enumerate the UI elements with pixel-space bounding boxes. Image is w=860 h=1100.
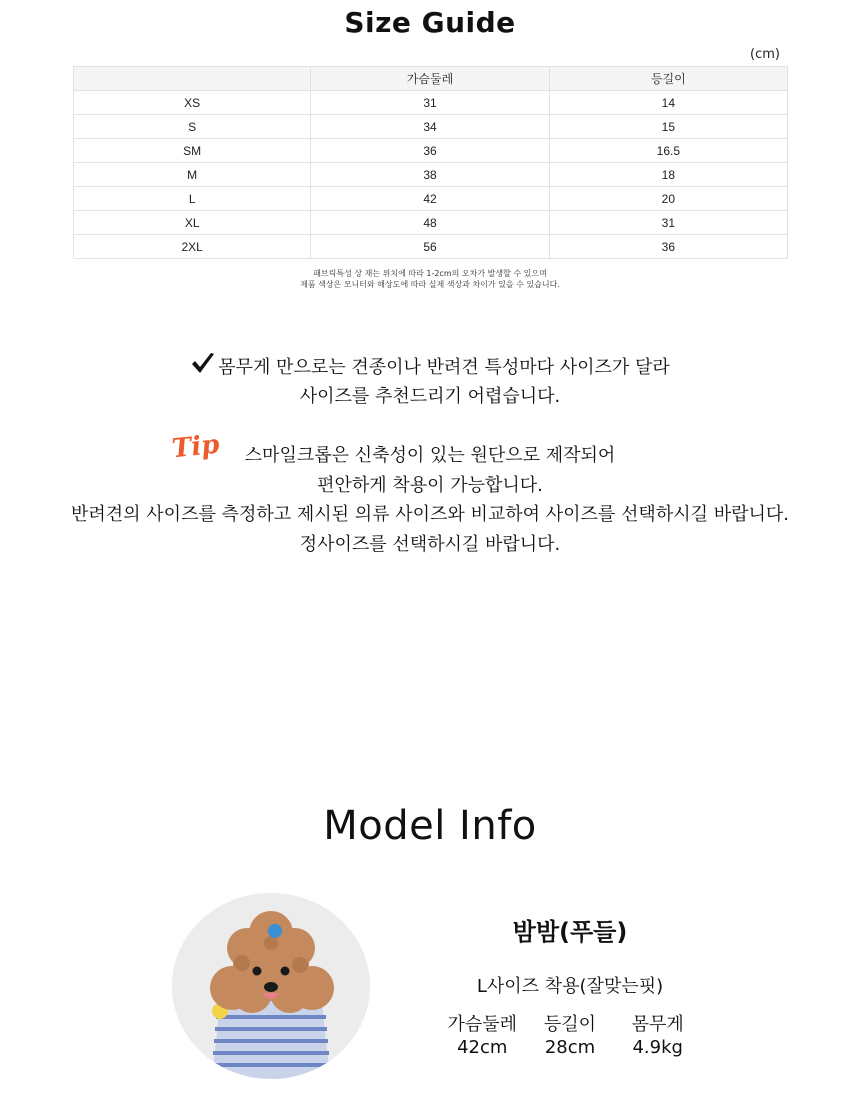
table-row [74, 91, 788, 115]
tip-line-3: 반려견의 사이즈를 측정하고 제시된 의류 사이즈와 비교하여 사이즈를 선택하시길 바랍니다. [71, 504, 789, 525]
note-line: 제품 색상은 모니터와 해상도에 따라 실제 색상과 차이가 있을 수 있습니다. [300, 280, 560, 289]
chest-cell: 34 [311, 115, 549, 139]
model-photo [172, 893, 370, 1079]
measure-value-back-length: 28cm [544, 1037, 596, 1058]
chest-cell: 36 [311, 139, 549, 163]
size-table [73, 66, 788, 259]
measure-header-back-length: 등길이 [543, 1014, 597, 1035]
model-info-title: Model Info [323, 803, 537, 849]
header-back-length: 등길이 [549, 67, 787, 91]
tip-line-1: 스마일크롭은 신축성이 있는 원단으로 제작되어 [244, 445, 616, 466]
back-length-cell: 15 [549, 115, 787, 139]
chest-cell: 42 [311, 187, 549, 211]
size-cell: 2XL [74, 235, 311, 259]
back-length-cell: 20 [549, 187, 787, 211]
unit-label: (cm) [750, 47, 780, 62]
table-row [74, 115, 788, 139]
table-row [74, 187, 788, 211]
table-header-row [74, 67, 788, 91]
size-cell: XL [74, 211, 311, 235]
model-fit: L사이즈 착용(잘맞는핏) [476, 976, 664, 997]
table-row [74, 139, 788, 163]
tip-line-4: 정사이즈를 선택하시길 바랍니다. [299, 534, 561, 555]
size-cell: S [74, 115, 311, 139]
chest-cell: 56 [311, 235, 549, 259]
table-row [74, 163, 788, 187]
size-guide-title: Size Guide [344, 6, 516, 39]
back-length-cell: 18 [549, 163, 787, 187]
back-length-cell: 16.5 [549, 139, 787, 163]
check-icon [190, 352, 216, 381]
size-notes [0, 268, 860, 290]
back-length-cell: 14 [549, 91, 787, 115]
chest-cell: 48 [311, 211, 549, 235]
size-cell: L [74, 187, 311, 211]
tip-line-2: 편안하게 착용이 가능합니다. [317, 475, 543, 496]
header-chest: 가슴둘레 [311, 67, 549, 91]
size-cell: M [74, 163, 311, 187]
model-measure-values [400, 1037, 740, 1058]
measure-header-weight: 몸무게 [631, 1014, 684, 1035]
model-name: 밤밤(푸들) [512, 918, 628, 946]
back-length-cell: 31 [549, 211, 787, 235]
advice-line-1 [0, 352, 860, 381]
table-row [74, 235, 788, 259]
chest-cell: 31 [311, 91, 549, 115]
model-measure-headers [400, 1010, 740, 1036]
measure-value-chest: 42cm [457, 1037, 508, 1058]
size-cell: SM [74, 139, 311, 163]
tip-label: Tip [170, 429, 221, 465]
measure-header-chest: 가슴둘레 [447, 1014, 518, 1035]
table-row [74, 211, 788, 235]
chest-cell: 38 [311, 163, 549, 187]
advice-text: 몸무게 만으로는 견종이나 반려견 특성마다 사이즈가 달라 [218, 357, 670, 378]
header-size [74, 67, 311, 91]
size-cell: XS [74, 91, 311, 115]
measure-value-weight: 4.9kg [632, 1037, 683, 1058]
note-line: 패브릭특성 상 재는 위치에 따라 1-2cm의 오차가 발생할 수 있으며 [313, 269, 547, 278]
advice-line-2: 사이즈를 추천드리기 어렵습니다. [299, 386, 561, 407]
back-length-cell: 36 [549, 235, 787, 259]
